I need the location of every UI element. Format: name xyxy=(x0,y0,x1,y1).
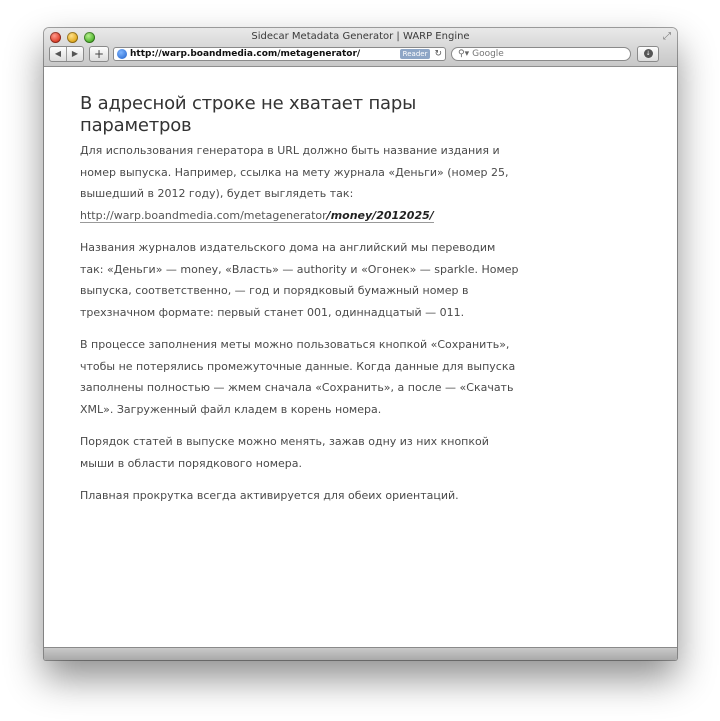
title-bar xyxy=(44,28,677,67)
status-bar xyxy=(44,647,677,660)
nav-buttons xyxy=(49,46,84,62)
intro-text: Для использования генератора в URL должно быть название издания и номер выпуска. Например, ссылка на мету журнала «Деньги» (номер 25, вышедший в 2012 году), будет выглядеть так: xyxy=(80,144,509,200)
page-title: В адресной строке не хватает пары параметров xyxy=(80,93,417,136)
globe-icon xyxy=(117,49,127,59)
example-url-params: /money/2012025/ xyxy=(326,208,434,222)
url-text[interactable]: http://warp.boandmedia.com/metagenerator/ xyxy=(130,48,361,59)
search-icon: ⚲▾ xyxy=(458,48,470,59)
paragraph-scroll: Плавная прокрутка всегда активируется для обеих ориентаций. xyxy=(80,489,459,502)
example-url-link[interactable] xyxy=(80,209,434,223)
fullscreen-icon[interactable]: ⤢ xyxy=(663,31,671,42)
search-field[interactable] xyxy=(451,47,631,61)
forward-arrow-icon[interactable]: ▶ xyxy=(66,47,83,61)
browser-window xyxy=(44,28,677,660)
browser-toolbar xyxy=(49,45,672,62)
downloads-button[interactable] xyxy=(637,46,659,62)
article xyxy=(80,93,520,518)
paragraph-translations: Названия журналов издательского дома на английский мы переводим так: «Деньги» — money, «Власть» — authority и «Огонек» — sparkle. Номер выпуска, соответственно, — год и порядковый бумажный номер в трехзначном формате: первый станет 001, одиннадцатый — 011. xyxy=(80,241,519,319)
reader-button[interactable]: Reader xyxy=(400,49,431,59)
paragraph-order: Порядок статей в выпуске можно менять, зажав одну из них кнопкой мыши в области порядкового номера. xyxy=(80,435,489,470)
paragraph-intro xyxy=(80,140,520,226)
download-icon: ↓ xyxy=(645,50,651,57)
back-arrow-icon[interactable]: ◀ xyxy=(54,49,62,58)
example-url-base: http://warp.boandmedia.com/metagenerator xyxy=(80,208,327,222)
paragraph-save: В процессе заполнения меты можно пользоваться кнопкой «Сохранить», чтобы не потерялись промежуточные данные. Когда данные для выпуска заполнены полностью — жмем сначала «Сохранить», а после — «Скачать XML». Загруженный файл кладем в корень номера. xyxy=(80,338,516,416)
window-title: Sidecar Metadata Generator | WARP Engine xyxy=(251,31,470,42)
page-content xyxy=(44,67,677,647)
new-tab-button[interactable]: + xyxy=(89,46,109,62)
search-input[interactable] xyxy=(472,49,612,59)
address-bar[interactable] xyxy=(113,47,446,61)
reload-icon[interactable]: ↻ xyxy=(434,48,442,59)
